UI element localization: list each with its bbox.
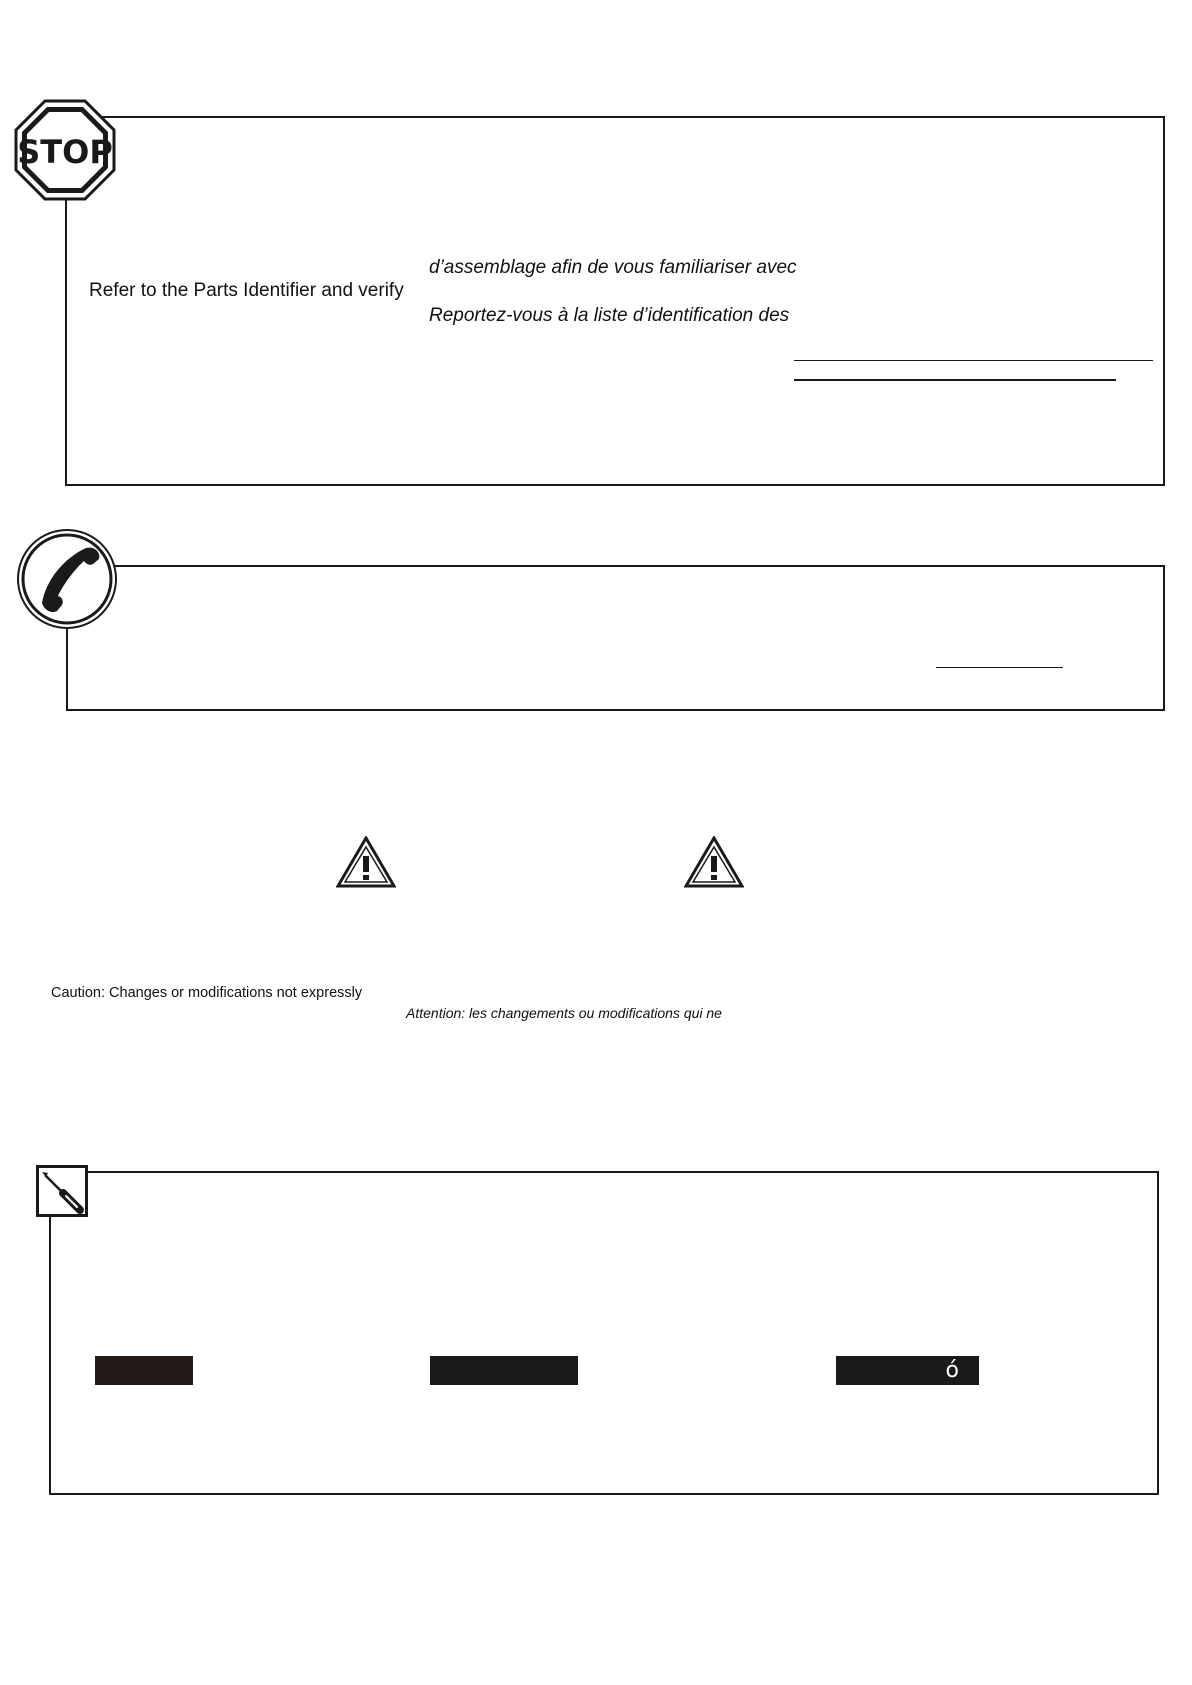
tools-section-box [49, 1171, 1159, 1495]
caution-english-text: Caution: Changes or modifications not expressly [51, 985, 363, 1001]
tool-label-bar-3-text: ó [945, 1358, 959, 1383]
stop-rule-2 [794, 379, 1116, 381]
caution-french-text: Attention: les changements ou modifications qui ne [406, 1005, 722, 1021]
stop-rule-1 [794, 360, 1153, 361]
stop-sign-icon [14, 99, 116, 201]
phone-rule [936, 667, 1063, 668]
stop-sign-label: STOP [17, 133, 113, 171]
warning-triangle-icon [684, 836, 744, 888]
screwdriver-icon [36, 1165, 88, 1217]
tool-label-bar-1 [95, 1356, 193, 1385]
stop-french-line-2: Reportez-vous à la liste d’identification des [429, 305, 790, 326]
warning-triangle-icon [336, 836, 396, 888]
tool-label-bar-3 [836, 1356, 979, 1385]
phone-section-box [66, 565, 1165, 711]
tool-label-bar-2 [430, 1356, 578, 1385]
phone-icon [16, 528, 118, 630]
stop-english-text: Refer to the Parts Identifier and verify [89, 280, 404, 301]
stop-french-line-1: d’assemblage afin de vous familiariser avec [429, 257, 797, 278]
